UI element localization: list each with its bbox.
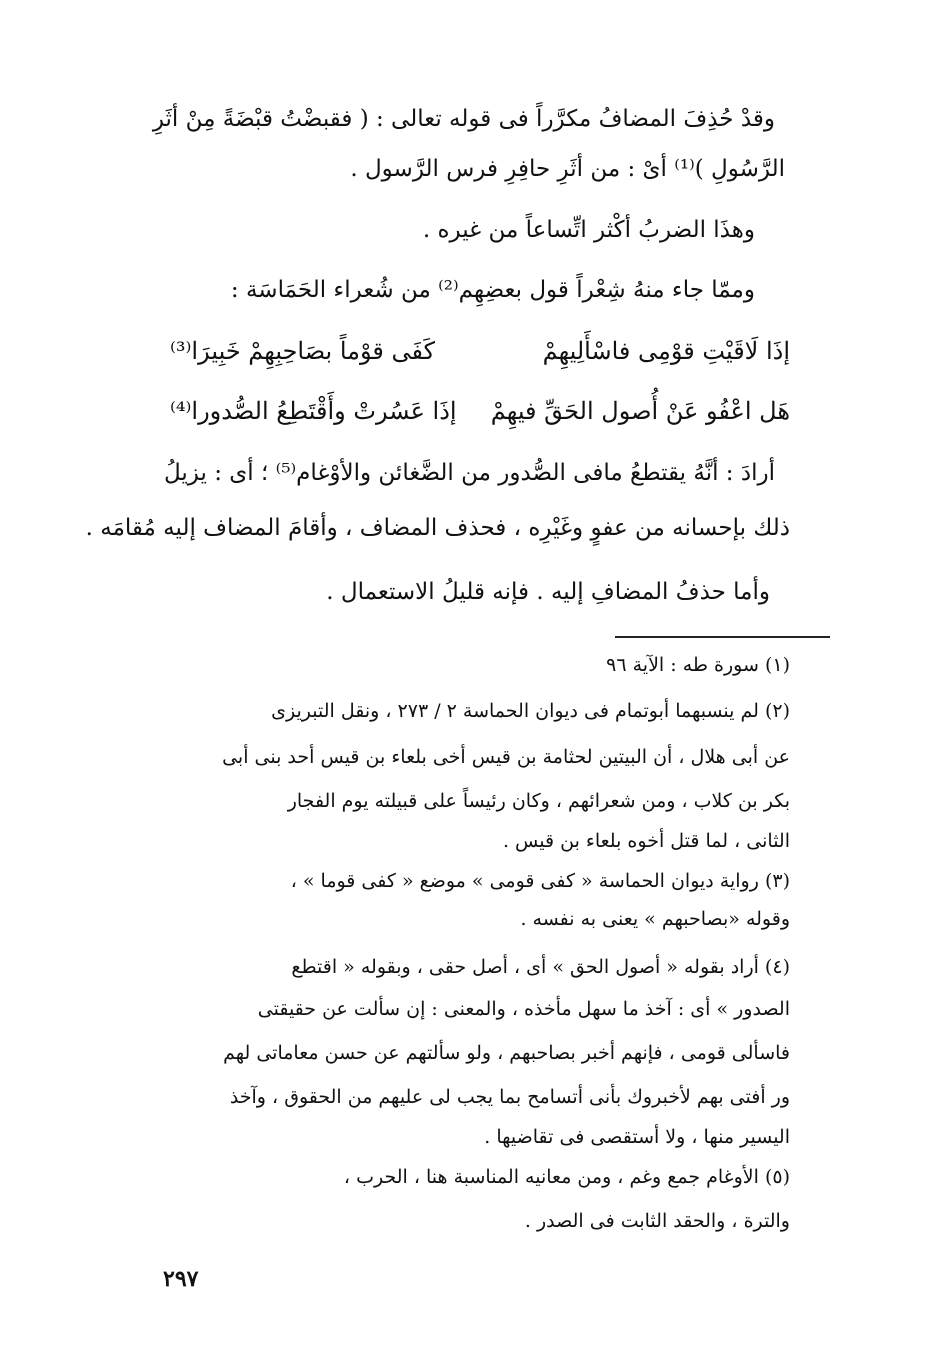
footnote-4-line-1: (٤) أراد بقوله « أصول الحق » أى ، أصل حقى ، وبقوله « اقتطع (291, 956, 790, 978)
footnote-4-line-2: الصدور » أى : آخذ ما سهل مأخذه ، والمعنى : إن سألت عن حقيقتى (257, 998, 790, 1020)
verse-1-second-hemistich: كَفَى قوْماً بصَاحِبِهِمْ خَبِيرَا⁽³⁾ (170, 337, 436, 365)
footnote-3-line-2: وقوله «بصاحبهم » يعنى به نفسه . (520, 908, 790, 930)
body-line-5: أرادَ : أنَّهُ يقتطعُ مافى الصُّدور من الضَّغائن والأوْغام⁽⁵⁾ ؛ أى : يزيلُ (163, 460, 775, 486)
footnote-2-line-3: بكر بن كلاب ، ومن شعرائهم ، وكان رئيساً على قبيلته يوم الفجار (287, 790, 790, 812)
verse-2 (170, 396, 790, 426)
footnote-4-line-5: اليسير منها ، ولا أستقصى فى تقاضيها . (484, 1126, 790, 1148)
verse-2-first-hemistich: هَل اعْفُو عَنْ أُصول الحَقِّ فيهِمْ (490, 397, 790, 425)
footnote-5-line-1: (٥) الأوغام جمع وغم ، ومن معانيه المناسبة هنا ، الحرب ، (343, 1166, 790, 1188)
verse-1-first-hemistich: إذَا لَاقَيْتِ قوْمِى فاسْأَلِيهِمْ (542, 337, 790, 365)
verse-1 (170, 336, 790, 366)
footnote-2-line-4: الثانى ، لما قتل أخوه بلعاء بن قيس . (502, 830, 790, 852)
body-line-1: وقدْ حُذِفَ المضافُ مكرَّراً فى قوله تعالى : ( فقبضْتُ قبْضَةً مِنْ أثَرِ (152, 106, 775, 132)
footnote-3-line-1: (٣) رواية ديوان الحماسة « كفى قومى » موضع « كفى قوما » ، (290, 870, 790, 892)
body-line-6: ذلك بإحسانه من عفوٍ وغَيْرِه ، فحذف المضاف ، وأقامَ المضاف إليه مُقامَه . (85, 515, 790, 541)
footnote-4-line-4: ور أفتى بهم لأخبروك بأنى أتسامح بما يجب لى عليهم من الحقوق ، وآخذ (229, 1086, 790, 1108)
footnote-1: (١) سورة طه : الآية ٩٦ (606, 654, 790, 676)
page-number: ٢٩٧ (163, 1266, 199, 1292)
footnote-4-line-3: فاسألى قومى ، فإنهم أخبر بصاحبهم ، ولو سألتهم عن حسن معاماتى لهم (223, 1042, 790, 1064)
footnote-5-line-2: والترة ، والحقد الثابت فى الصدر . (524, 1210, 790, 1232)
body-line-3: وهذَا الضربُ أكْثر اتِّساعاً من غيره . (422, 217, 755, 243)
footnote-separator (615, 636, 830, 638)
verse-2-second-hemistich: إذَا عَسُرتْ وأَقْتَطِعُ الصُّدورا⁽⁴⁾ (170, 397, 457, 425)
body-line-4: وممّا جاء منهُ شِعْراً قول بعضِهِم⁽²⁾ من شُعراء الحَمَاسَة : (230, 277, 755, 303)
body-line-7: وأما حذفُ المضافِ إليه . فإنه قليلُ الاستعمال . (326, 579, 770, 605)
body-line-2: الرَّسُولِ )⁽¹⁾ أىْ : من أثَرِ حافِرِ فرس الرَّسول . (350, 156, 785, 182)
footnote-2-line-2: عن أبى هلال ، أن البيتين لحثامة بن قيس أخى بلعاء بن قيس أحد بنى أبى (222, 746, 790, 768)
footnote-2-line-1: (٢) لم ينسبهما أبوتمام فى ديوان الحماسة ٢ / ٢٧٣ ، ونقل التبريزى (271, 700, 790, 722)
